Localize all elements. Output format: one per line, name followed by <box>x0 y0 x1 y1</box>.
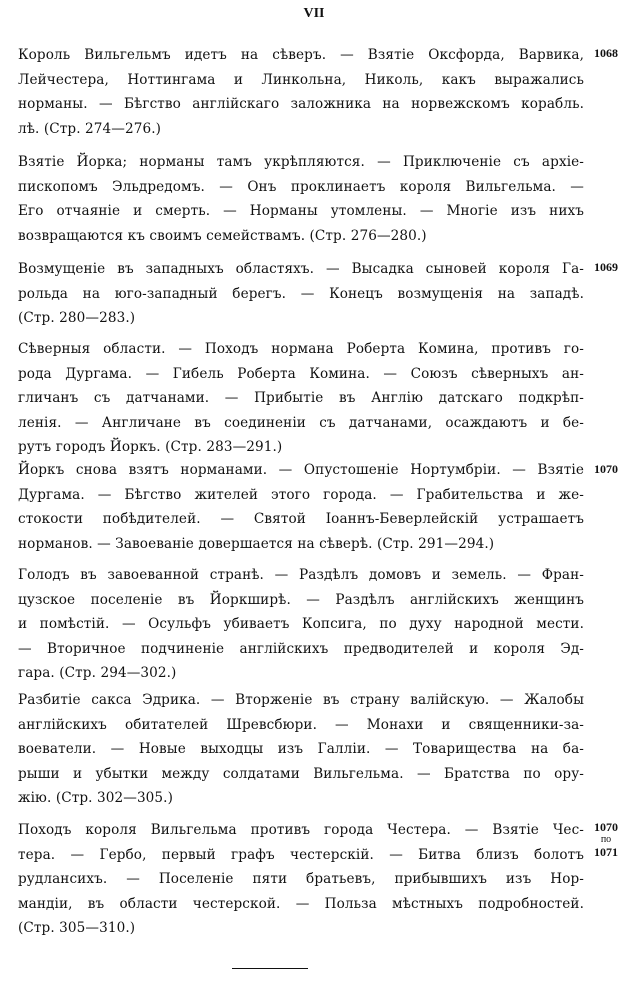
year-to: 1071 <box>594 845 618 859</box>
entry-line: Лейчестера, Ноттингама и Линкольна, Николь, какъ выражались <box>18 71 584 88</box>
end-rule <box>232 968 308 969</box>
entry-line: воеватели. — Новые выходцы изъ Галліи. — Товарищества на ба- <box>18 741 584 757</box>
margin-year-range <box>588 820 624 859</box>
entry-line: пископомъ Эльдредомъ. — Онъ проклинаетъ короля Вильгельма. — <box>18 178 584 195</box>
entry-line: норманов. — Завоеваніе довершается на сѣверѣ. (Стр. 291—294.) <box>18 535 495 552</box>
entry-line: мандіи, въ области честерской. — Польза мѣстныхъ подробностей. <box>18 895 584 912</box>
entry-line: Разбитіе сакса Эдрика. — Вторженіе въ страну валійскую. — Жалобы <box>18 692 584 708</box>
entry-line: рутъ городъ Йоркъ. (Стр. 283—291.) <box>18 439 283 455</box>
entry-line: гличанъ съ датчанами. — Прибытіе въ Англію датскаго подкрѣп- <box>18 390 584 406</box>
entry-line: гара. (Стр. 294—302.) <box>18 665 177 681</box>
entry-line: рольда на юго-западный берегъ. — Конецъ возмущенія на западѣ. <box>18 285 584 302</box>
entry-line: лѣ. (Стр. 274—276.) <box>18 120 162 137</box>
entry-line: норманы. — Бѣгство англійскаго заложника на норвежскомъ корабль. <box>18 96 584 112</box>
entry-line: Взятіе Йорка; норманы тамъ укрѣпляются. — Приключеніе съ архіе- <box>18 154 584 170</box>
entry-line: жію. (Стр. 302—305.) <box>18 790 174 806</box>
entry-line: рода Дургама. — Гибель Роберта Комина. — Союзъ сѣверныхъ ан- <box>18 365 584 382</box>
entry-line: стокости побѣдителей. — Святой Іоаннъ-Беверлейскій устрашаетъ <box>18 511 584 527</box>
entry-line: рудлансихъ. — Поселеніе пяти братьевъ, прибывшихъ изъ Нор- <box>18 871 584 887</box>
year-connector: по <box>600 834 612 845</box>
entry-line: тера. — Гербо, первый графъ честерскій. — Битва близъ болотъ <box>18 846 584 863</box>
toc-entry <box>18 563 584 686</box>
entry-line: Король Вильгельмъ идетъ на сѣверъ. — Взятіе Оксфорда, Варвика, <box>18 47 584 63</box>
toc-entry <box>18 458 584 556</box>
entry-line: Йоркъ снова взятъ норманами. — Опустошеніе Нортумбріи. — Взятіе <box>18 462 584 478</box>
entry-line: (Стр. 280—283.) <box>18 310 136 326</box>
entry-line: Его отчаяніе и смерть. — Норманы утомлены. — Многіе изъ нихъ <box>18 203 584 219</box>
entry-line: англійскихъ обитателей Шревсбюри. — Монахи и священники-за- <box>18 716 584 733</box>
entry-line: Дургама. — Бѣгство жителей этого города. — Грабительства и же- <box>18 486 584 503</box>
toc-entry <box>18 150 584 248</box>
entry-line: ленія. — Англичане въ соединеніи съ датчанами, осаждаютъ и бе- <box>18 414 584 431</box>
entry-line: — Вторичное подчиненіе англійскихъ предводителей и короля Эд- <box>18 640 584 657</box>
page-number: VII <box>303 6 325 21</box>
entry-line: Походъ короля Вильгельма противъ города Честера. — Взятіе Чес- <box>18 822 584 838</box>
entry-line: Голодъ въ завоеванной странѣ. — Раздѣлъ домовъ и земель. — Фран- <box>18 567 584 583</box>
entry-line: и помѣстій. — Осульфъ убиваетъ Копсига, по духу народной мести. <box>18 616 584 632</box>
toc-entry <box>18 337 584 460</box>
entry-line: Сѣверныя области. — Походъ нормана Роберта Комина, противъ го- <box>18 341 584 357</box>
margin-year: 1068 <box>594 46 618 60</box>
toc-entry <box>18 43 584 141</box>
toc-entry <box>18 818 584 941</box>
entry-line: Возмущеніе въ западныхъ областяхъ. — Высадка сыновей короля Га- <box>18 261 584 277</box>
margin-year: 1069 <box>594 260 618 274</box>
toc-entry <box>18 257 584 331</box>
entry-line: рыши и убытки между солдатами Вильгельма. — Братства по ору- <box>18 765 584 782</box>
entry-line: цузское поселеніе въ Йоркширѣ. — Раздѣлъ англійскихъ женщинъ <box>18 591 584 608</box>
entry-line: (Стр. 305—310.) <box>18 920 136 936</box>
year-from: 1070 <box>594 820 618 834</box>
margin-year: 1070 <box>594 462 618 476</box>
toc-entry <box>18 688 584 811</box>
entry-line: возвращаются къ своимъ семействамъ. (Стр. 276—280.) <box>18 227 427 244</box>
